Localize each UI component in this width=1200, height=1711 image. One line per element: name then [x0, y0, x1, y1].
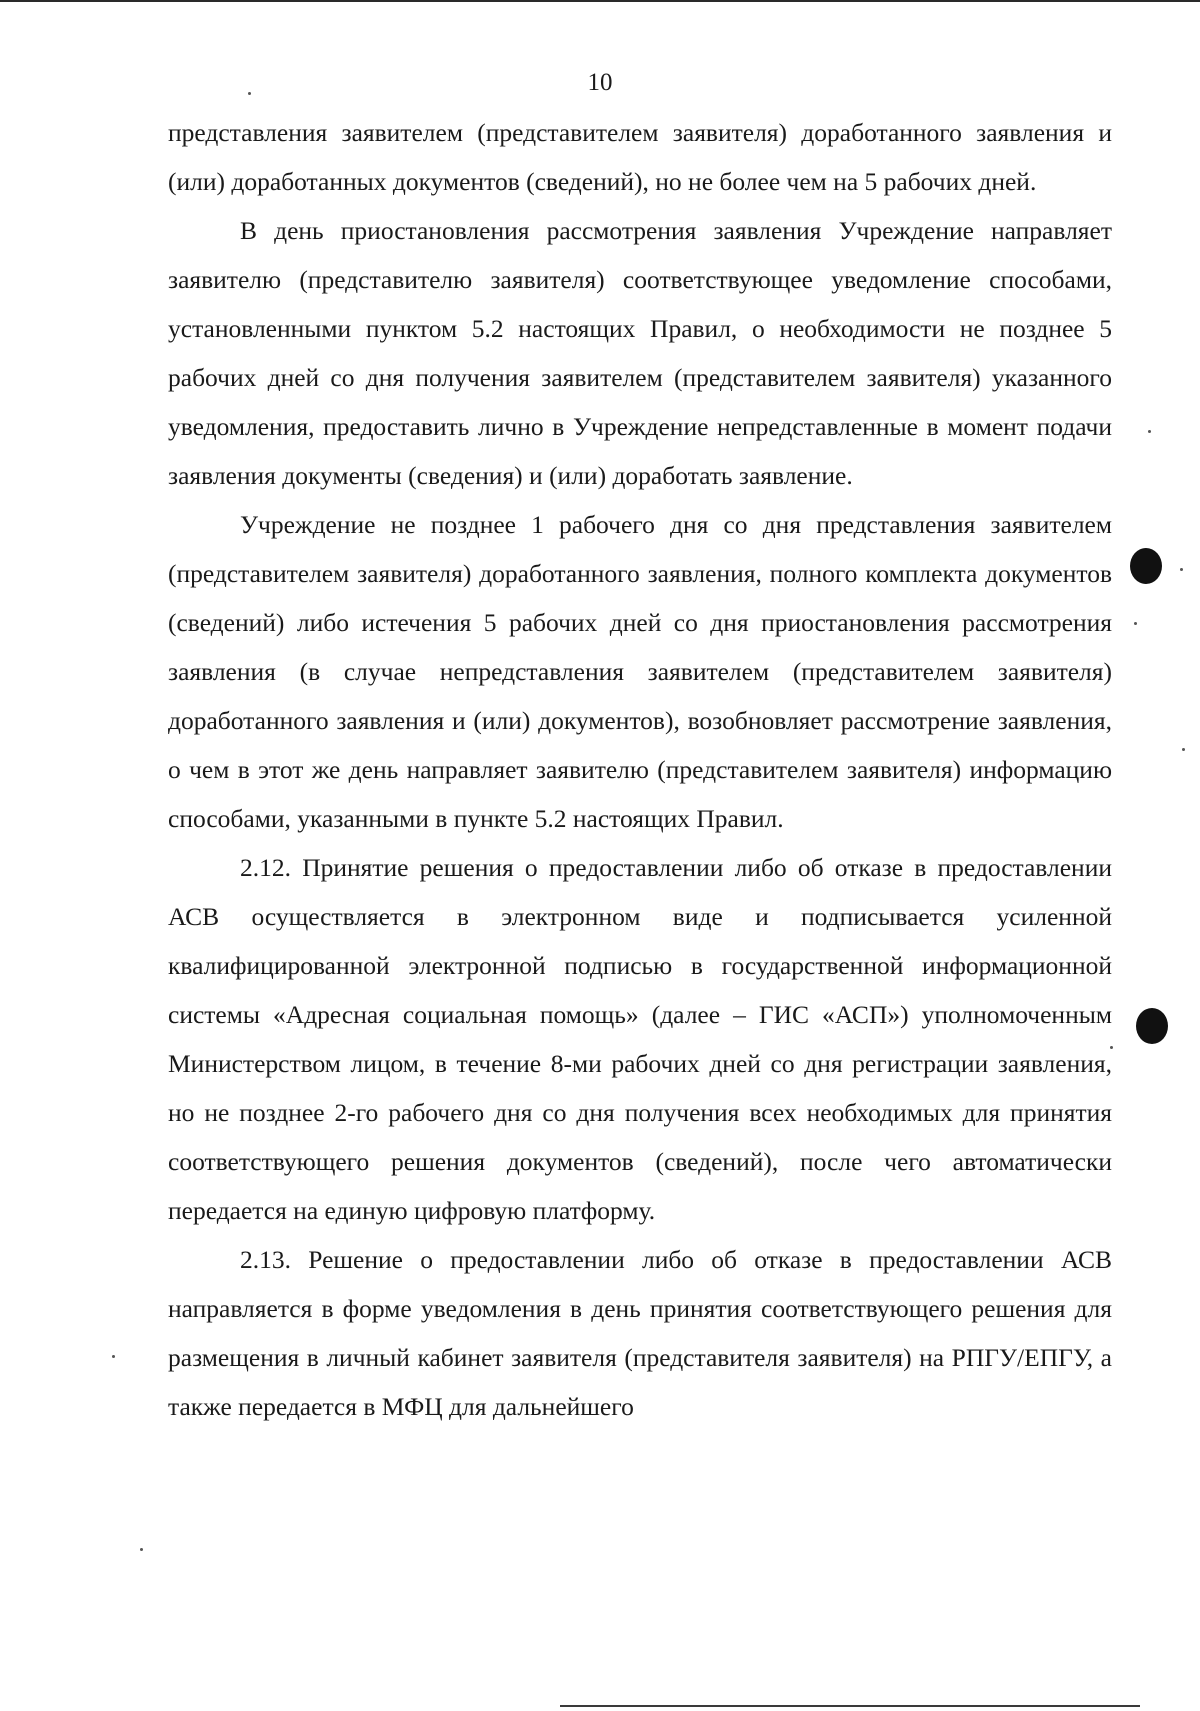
scan-edge-top [0, 0, 1200, 2]
punch-hole-mark [1130, 548, 1162, 584]
scan-speck [112, 1355, 115, 1358]
paragraph-3: Учреждение не позднее 1 рабочего дня со дня представления заявителем (представителем заявителя) доработанного заявления, полного комплекта документов (сведений) либо истечения 5 рабочих дней со дня приостановления рассмотрения заявления (в случае непредставления заявителем (представителем заявителя) доработанного заявления и (или) документов), возобновляет рассмотрение заявления, о чем в этот же день направляет заявителю (представителем заявителя) информацию способами, указанными в пункте 5.2 настоящих Правил. [168, 510, 1112, 833]
scan-speck [1148, 430, 1151, 433]
document-body [168, 108, 1112, 1431]
punch-hole-mark [1136, 1008, 1168, 1044]
scan-speck [1110, 1046, 1113, 1049]
paragraph-5: 2.13. Решение о предоставлении либо об отказе в предоставлении АСВ направляется в форме уведомления в день принятия соответствующего решения для размещения в личный кабинет заявителя (представителя заявителя) на РПГУ/ЕПГУ, а также передается в МФЦ для дальнейшего [168, 1245, 1112, 1421]
scan-edge-bottom [560, 1705, 1140, 1707]
scan-speck [1180, 568, 1183, 571]
scan-speck [1134, 622, 1137, 625]
scan-speck [1182, 748, 1185, 751]
paragraph-4: 2.12. Принятие решения о предоставлении либо об отказе в предоставлении АСВ осуществляется в электронном виде и подписывается усиленной квалифицированной электронной подписью в государственной информационной системы «Адресная социальная помощь» (далее – ГИС «АСП») уполномоченным Министерством лицом, в течение 8-ми рабочих дней со дня регистрации заявления, но не позднее 2-го рабочего дня со дня получения всех необходимых для принятия соответствующего решения документов (сведений), после чего автоматически передается на единую цифровую платформу. [168, 853, 1112, 1225]
page-number: 10 [587, 69, 613, 96]
paragraph-2: В день приостановления рассмотрения заявления Учреждение направляет заявителю (представителю заявителя) соответствующее уведомление способами, установленными пунктом 5.2 настоящих Правил, о необходимости не позднее 5 рабочих дней со дня получения заявителем (представителем заявителя) указанного уведомления, предоставить лично в Учреждение непредставленные в момент подачи заявления документы (сведения) и (или) доработать заявление. [168, 216, 1112, 490]
scan-speck [248, 92, 251, 95]
scan-speck [140, 1548, 143, 1551]
paragraph-1: представления заявителем (представителем заявителя) доработанного заявления и (или) доработанных документов (сведений), но не более чем на 5 рабочих дней. [168, 118, 1112, 196]
